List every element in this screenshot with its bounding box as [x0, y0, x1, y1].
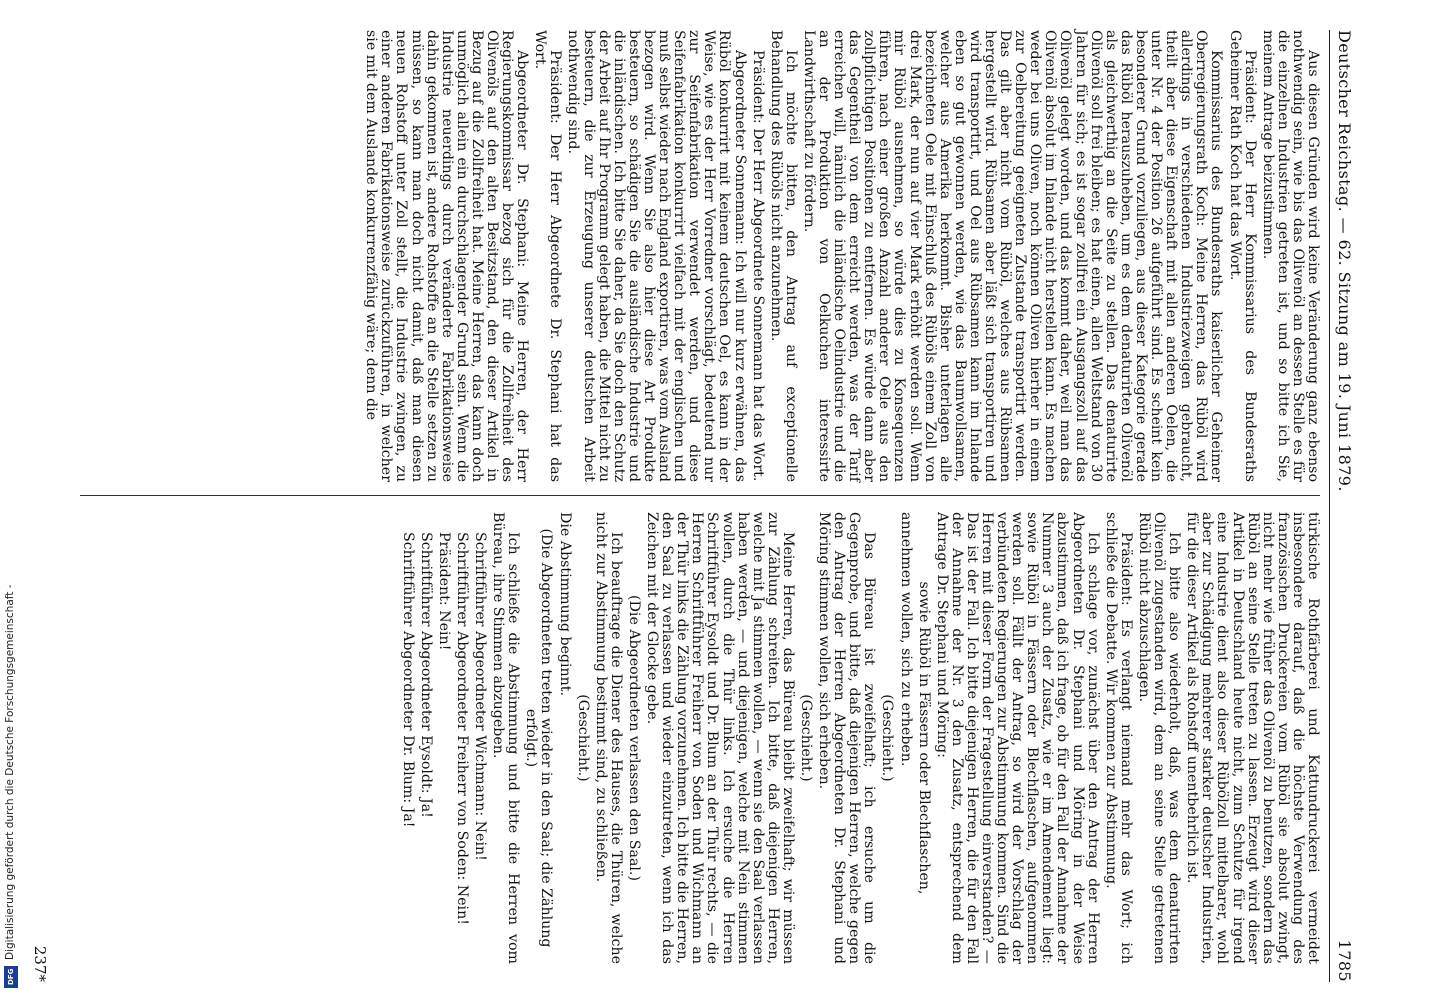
credit-text: Digitalisierung gefördert durch die Deutsche Forschungsgemeinschaft - — [4, 584, 16, 960]
paragraph: Ich beauftrage die Diener des Hauses, die Thüren, welche nicht zur Abstimmung bestimmt sind, zu schließen. — [592, 512, 624, 964]
sheet-signature: 237* — [31, 945, 50, 982]
column-divider — [80, 495, 1320, 496]
left-column — [360, 30, 1320, 482]
vote-line: Schriftführer Abgeordneter Wichmann: Nein! — [472, 532, 489, 861]
paragraph: Die Abstimmung beginnt. — [556, 512, 573, 697]
stage-direction: (Geschieht.) — [574, 694, 591, 782]
vote-line: Schriftführer Abgeordneter Freiherr von Soden: Nein! — [454, 532, 471, 925]
running-header — [1337, 30, 1352, 982]
paragraph: Präsident: Der Herr Kommissarius des Bundesraths Geheimer Rath Koch hat das Wort. — [1226, 30, 1258, 482]
paragraph: Aus diesen Gründen wird keine Veränderung ganz ebenso nothwendig sein, wie bis das Olivenöl an dessen Stelle es für die einzelnen Industrien getreten ist, und so bitte ich Sie, meinem Antrage beizustimmen. — [1259, 30, 1321, 482]
paragraph: Abgeordneter Sonnemann: Ich will nur kurz erwähnen, das Rüböl konkurrirt mit keinem deutschen Oel, es kann in der Weise, wie es der Herr Vorredner vorschlägt, bedeutend nur zur Seifenfabrikation verwendet werden, und diese Seifenfabrikation konkurrirt vielfach mit der englischen und muß selbst wieder nach England exportiren, was vom Ausland bezogen wird. Wenn Sie also hier diese Art Produkte besteuern, so schädigen Sie die ausländische Industrie und die inländischen. Ich bitte Sie daher, da Sie doch den Schutz der Arbeit auf Ihr Programm gelegt haben, die Mittel nicht zu besteuern, die zur Erzeugung unserer deutschen Arbeit nothwendig sind. — [565, 30, 748, 482]
paragraph: Ich bitte also wiederholt, daß, was dem denaturirten Olivenöl zugestanden wird, dem an seine Stelle getretenen Rüböl nicht abzuschlagen. — [1135, 512, 1183, 964]
paragraph: türkische Rothfärberei und Kattundruckerei vermeidet insbesondere darauf, daß die höchste Verwendung des französischen Druckereien vom Rüböl sie absolut zwingt, nicht mehr wie früher das Olivenöl zu benutzen, sondern das Rüböl an seine Stelle treten zu lassen. Erzeugt wird dieser Artikel in Deutschland heute nicht, zum Schutze für irgend eine Industrie dient also dieser Rübölzoll mittelbarer, wohl aber zur Schädigung mehrerer starker deutscher Industrien, für die dieser Artikel als Rohstoff unentbehrlich ist. — [1184, 512, 1321, 964]
paragraph: Ich schlage vor, zunächst über den Antrag der Herren Abgeordneten Dr. Stephani und Möring in der Weise abzustimmen, daß ich frage, ob für den Fall der Annahme der Nummer 3 auch der Zusatz, wie er im Amendement liegt: sowie Rüböl in Fässern oder Blechflaschen, aufgenommen werden soll. Fällt der Antrag, so wird der Vorschlag der verbündeten Regierungen zur Abstimmung kommen. Sind die Herren mit dieser Form der Fragestellung einverstanden? — Das ist der Fall. Ich bitte diejenigen Herren, die für den Fall der Annahme der Nr. 3 den Zusatz, entsprechend dem Antrage Dr. Stephani und Möring: — [933, 512, 1101, 964]
paragraph: Kommissarius des Bundesraths kaiserlicher Geheimer Oberregierungsrath Koch: Meine Herren, das Rüböl wird allerdings in verschiedenen Industriezweigen gebraucht, theilt aber diese Eigenschaft mit allen anderen Oelen, die unter Nr. 4 der Position 26 aufgeführt sind. Es scheint kein besonderer Grund vorzuliegen, aus dieser Kategorie gerade das Rüböl herauszuheben, um es dem denaturirten Olivenöl als gleichwerthig an die Seite zu stellen. Das denaturirte Olivenöl soll frei bleiben; es hat einen, allen Weltstand von 30 Jahren für sich; es ist sogar zollfrei ein Ausgangszoll auf das Olivenöl gelegt worden, und das kommt daher, weil man das Olivenöl absolut im Inlande nicht herstellen kann. Es machen weder bei uns Oliven, noch können Oliven hierher in einem zur Oelbereitung geeigneten Zustande transportirt werden. Das gilt aber nicht vom Rüböl, welches aus Rübsamen hergestellt wird. Rübsamen aber läßt sich transportiren und wird transportirt, und Oel aus Rübsamen kann im Inlande eben so gut gewonnen werden, wie das Baumwollsamen, welcher aus Amerika herkommt. Bisher unterlagen alle bezeichneten Oele mit Einschluß des Rüböls einem Zoll von drei Mark, der nun auf vier Mark erhöht werden soll. Wenn mir Rüböl ausnehmen, so würde dies zu Konsequenzen führen, nach einer großen Anzahl anderer Oele aus den zollpflichtigen Positionen zu entfernen. Es würde dann aber das Gegentheil von dem erreicht werden, was der Tarif erreichen will, nämlich die inländische Oelindustrie und die an der Produktion von Oelkuchen interessirte Landwirthschaft zu fördern. — [800, 30, 1225, 482]
paragraph: Präsident: Es verlangt niemand mehr das Wort; ich schließe die Debatte. Wir kommen zur Abstimmung. — [1102, 512, 1134, 964]
stage-direction: (Geschieht.) — [879, 694, 896, 782]
document-page — [20, 0, 1360, 1000]
page-number: 1785 — [1335, 939, 1354, 982]
paragraph: Abgeordneter Dr. Stephani: Meine Herren, der Herr Regierungskommissar bezog sich für die Zollfreiheit des Olivenöls auf den alten Besitzstand, den dieser Artikel in Bezug auf die Zollfreiheit hat. Meine Herren, das kann doch unmöglich allein ein durchschlagender Grund sein. Wenn die Industrie neuerdings durch veränderte Fabrikationsweise dahin gekommen ist, andere Rohstoffe an die Stelle setzen zu müssen, so kann man doch nicht damit, daß man diesen neuen Rohstoff unter Zoll stellt, die Industrie zwingen, zu einer anderen Fabrikationsweise zurückzuführen, in welcher sie mit dem Auslande konkurrenzfähig wäre; denn die — [363, 30, 531, 482]
stage-direction: (Die Abgeordneten verlassen den Saal.) — [625, 595, 642, 881]
margin-credit — [4, 0, 20, 1000]
vote-line: Schriftführer Abgeordneter Eysoldt: Ja! — [417, 532, 434, 818]
header-rule — [1329, 30, 1330, 982]
dfg-logo: DFG — [4, 966, 18, 988]
paragraph: Ich möchte bitten, den Antrag auf exceptionelle Behandlung des Rüböls nicht anzunehmen. — [767, 30, 799, 482]
paragraph: Präsident: Der Herr Abgeordnete Sonnemann hat das Wort. — [749, 50, 766, 482]
vote-line: Präsident: Nein! — [435, 532, 452, 651]
stage-direction: (Geschieht.) — [798, 694, 814, 782]
paragraph: Das Büreau ist zweifelhaft; ich ersuche um die Gegenprobe, und bitte, daß diejenigen Herren, welche gegen den Antrag der Herren Abgeordneten Dr. Stephani und Möring stimmen wollen, sich erheben. — [816, 512, 878, 964]
paragraph: Präsident: Der Herr Abgeordnete Dr. Stephani hat das Wort. — [532, 30, 564, 482]
stage-direction: (Die Abgeordneten treten wieder in den Saal; die Zählung erfolgt.) — [523, 528, 555, 948]
paragraph: Ich schließe die Abstimmung und bitte die Herren vom Büreau, ihre Stimmen abzugeben. — [490, 512, 522, 964]
vote-line: Schriftführer Abgeordneter Dr. Blum: Ja! — [399, 532, 416, 828]
header-title: Deutscher Reichstag. — 62. Sitzung am 19. Juni 1879. — [1335, 30, 1354, 492]
quoted-amendment: sowie Rüböl in Fässern oder Blechflaschen, — [915, 581, 932, 895]
paragraph: annehmen wollen, sich zu erheben. — [897, 512, 914, 767]
right-column — [397, 512, 1320, 964]
paragraph: Meine Herren, das Büreau bleibt zweifelhaft; wir müssen zur Zählung schreiten. Ich bitte, daß diejenigen Herren, welche mit Ja stimmen wollen, — wenn sie den Saal verlassen haben werden, — und diejenigen, welche mit Nein stimmen wollen, durch die Thür links. Ich ersuche die Herren Schriftführer Eysoldt und Dr. Blum an der Thür rechts, — die Herren Schriftführer Freiherr von Soden und Wichmann an der Thür links die Zählung vorzunehmen. Ich bitte die Herren, den Saal zu verlassen und wieder einzutreten, wenn ich das Zeichen mit der Glocke gebe. — [644, 512, 796, 964]
